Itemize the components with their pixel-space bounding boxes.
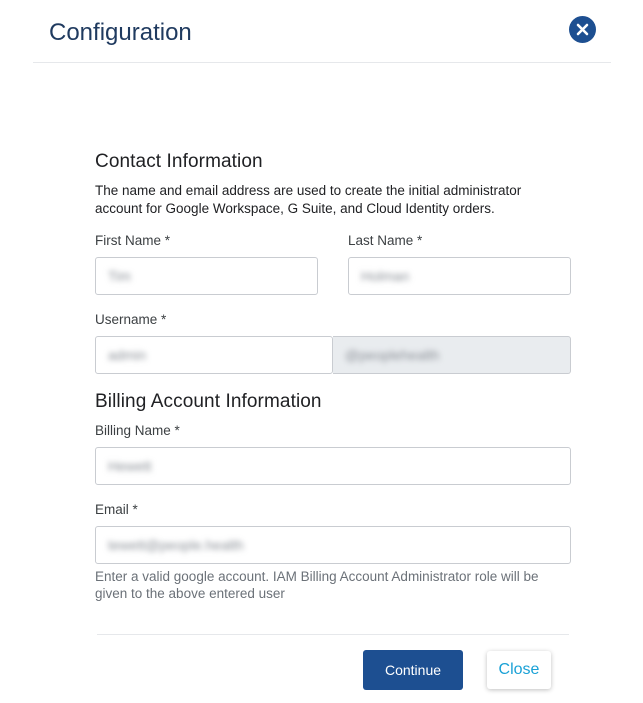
last-name-value: Holman (361, 268, 410, 284)
email-helper-text: Enter a valid google account. IAM Billing Account Administrator role will be given to the above entered user (95, 569, 539, 601)
email-field[interactable] (95, 526, 571, 564)
billing-heading: Billing Account Information (95, 391, 322, 412)
modal-header (33, 0, 611, 63)
username-value: admin (108, 347, 147, 363)
email-value: tewett@people.health (108, 537, 244, 553)
close-circle-icon[interactable] (569, 16, 596, 43)
first-name-value: Tim (108, 268, 131, 284)
billing-name-label: Billing Name * (95, 423, 180, 438)
continue-button[interactable]: Continue (363, 650, 463, 690)
username-label: Username * (95, 312, 167, 327)
username-field[interactable] (95, 336, 333, 374)
last-name-field[interactable] (348, 257, 571, 295)
last-name-label: Last Name * (348, 233, 423, 248)
username-domain: @peoplehealth (345, 347, 440, 363)
first-name-field[interactable] (95, 257, 318, 295)
modal-title: Configuration (49, 19, 192, 46)
username-domain-addon (333, 336, 571, 374)
first-name-label: First Name * (95, 233, 171, 248)
email-label: Email * (95, 502, 138, 517)
close-button[interactable]: Close (487, 651, 551, 689)
contact-description: The name and email address are used to create the initial administrator account for Google Workspace, G Suite, and Cloud Identity orders. (95, 183, 522, 216)
billing-name-value: Hewett (108, 458, 152, 474)
contact-heading: Contact Information (95, 151, 263, 172)
billing-name-field[interactable] (95, 447, 571, 485)
footer-divider (97, 634, 569, 635)
close-icon (576, 23, 589, 36)
